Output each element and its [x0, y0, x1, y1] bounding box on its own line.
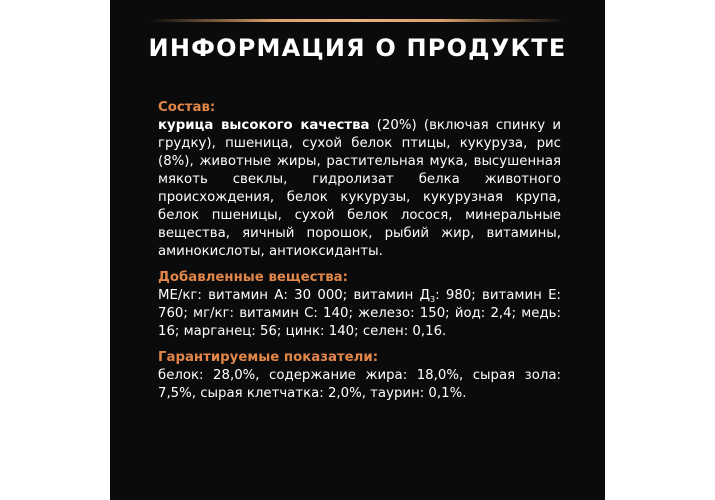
additives-body-end: : 980; витамин Е: 760; мг/кг: витамин С: 140; железо: 150; йод: 2,4; медь: 16; марганец: 56; цинк: 140; селен: 0,16.: [158, 288, 561, 339]
product-info-panel: [110, 0, 605, 500]
composition-body: (20%) (включая спинку и грудку), пшеница, сухой белок птицы, кукуруза, рис (8%), животные жиры, растительная мука, высушенная мякоть свеклы, гидролизат белка животного происхождения, белок кукурузы, кукурузная крупа, белок пшеницы, сухой белок лосося, минеральные вещества, яичный порошок, рыбий жир, витамины, аминокислоты, антиоксиданты.: [158, 118, 561, 259]
guaranteed-text: белок: 28,0%, содержание жира: 18,0%, сырая зола: 7,5%, сырая клетчатка: 2,0%, таурин: 0,1%.: [158, 368, 561, 401]
additives-text: [158, 287, 561, 341]
accent-line: [150, 19, 565, 22]
additives-body-start: МЕ/кг: витамин А: 30 000; витамин Д: [158, 288, 430, 303]
page-title: ИНФОРМАЦИЯ О ПРОДУКТЕ: [148, 34, 567, 62]
vitamin-d-subscript: 3: [429, 295, 436, 304]
composition-text: [158, 117, 561, 261]
additives-heading: Добавленные вещества:: [158, 270, 348, 285]
composition-lead: курица высокого качества: [158, 118, 370, 133]
composition-heading: Состав:: [158, 100, 216, 115]
guaranteed-heading: Гарантируемые показатели:: [158, 350, 379, 365]
product-info-content: [158, 99, 561, 403]
